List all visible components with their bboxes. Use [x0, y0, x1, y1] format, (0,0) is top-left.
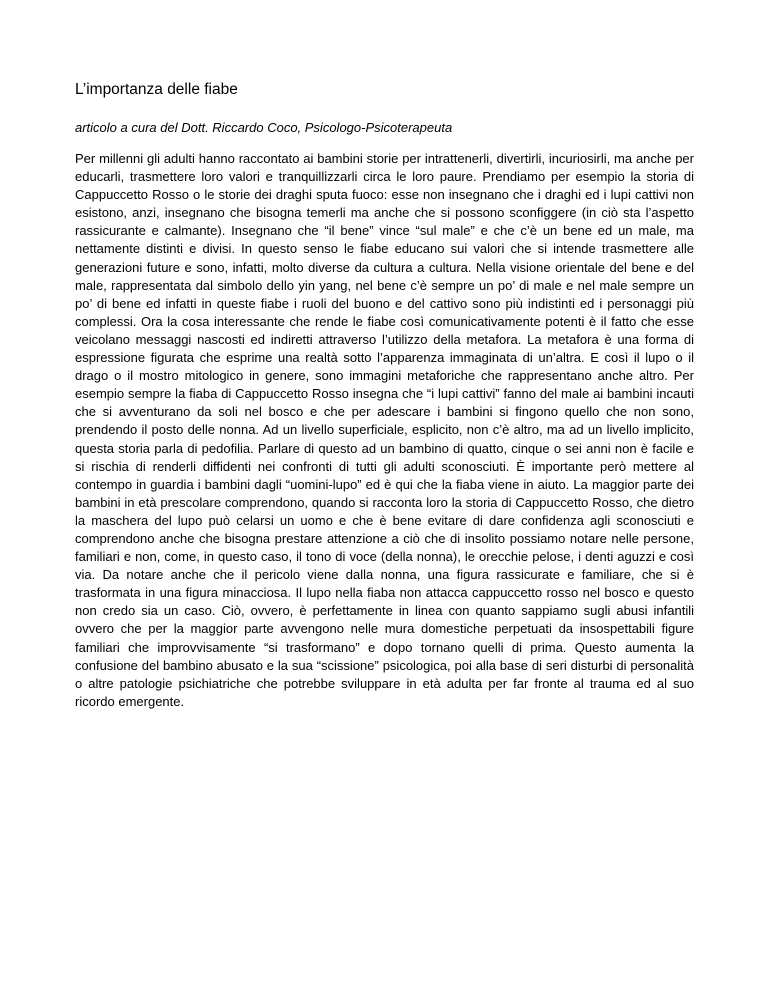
document-title: L’importanza delle fiabe [75, 81, 238, 98]
document-page [75, 78, 694, 711]
document-body-paragraph: Per millenni gli adulti hanno raccontato ai bambini storie per intrattenerli, divertirli, incuriosirli, ma anche per educarli, trasmettere loro valori e tranquillizzarli circa le loro paure. Prendiamo per esempio la storia di Cappuccetto Rosso o le storie dei draghi sputa fuoco: esse non insegnano che i draghi ed i lupi cattivi non esistono, anzi, insegnano che bisogna temerli ma anche che si possono sconfiggere (in ciò sta l’aspetto rassicurante e calmante). Insegnano che “il bene” vince “sul male” e che c’è un bene ed un male, ma nettamente distinti e divisi. In questo senso le fiabe educano sui valori che si intende trasmettere alle generazioni future e sono, infatti, molto diverse da cultura a cultura. Nella visione orientale del bene e del male, rappresentata dal simbolo dello yin yang, nel bene c’è sempre un po’ di male e nel male sempre un po’ di bene ed infatti in queste fiabe i ruoli del buono e del cattivo sono più indistinti ed i personaggi più complessi. Ora la cosa interessante che rende le fiabe così comunicativamente potenti è il fatto che esse veicolano messaggi nascosti ed indiretti attraverso l’utilizzo della metafora. La metafora è una forma di espressione figurata che esprime una realtà sotto l’apparenza immaginata di un’altra. E così il lupo o il drago o il mostro mitologico in genere, sono immagini metaforiche che rappresentano anche altro. Per esempio sempre la fiaba di Cappuccetto Rosso insegna che “i lupi cattivi” fanno del male ai bambini incauti che si avventurano da soli nel bosco e che per adescare i bambini si fingono quello che non sono, prendendo il posto delle nonna. Ad un livello superficiale, esplicito, non c’è altro, ma ad un livello implicito, questa storia parla di pedofilia. Parlare di questo ad un bambino di quatto, cinque o sei anni non è facile e si rischia di renderli diffidenti nei confronti di tutti gli adulti sconosciuti. È importante però mettere al contempo in guardia i bambini dagli “uomini-lupo” ed è qui che la fiaba viene in aiuto. La maggior parte dei bambini in età prescolare comprendono, quando si racconta loro la storia di Cappuccetto Rosso, che dietro la maschera del lupo può celarsi un uomo e che è bene evitare di dare confidenza agli sconosciuti e comprendono anche che bisogna prestare attenzione a ciò che di insolito possiamo notare nelle persone, familiari e non, come, in questo caso, il tono di voce (della nonna), le orecchie pelose, i denti aguzzi e così via. Da notare anche che il pericolo viene dalla nonna, una figura rassicurate e familiare, che si è trasformata in una figura minacciosa. Il lupo nella fiaba non attacca cappuccetto rosso nel bosco e questo non credo sia un caso. Ciò, ovvero, è perfettamente in linea con quanto sappiamo sugli abusi infantili ovvero che per la maggior parte avvengono nelle mura domestiche perpetuati da insospettabili figure familiari che improvvisamente “si trasformano” e dopo tornano quelli di prima. Questo aumenta la confusione del bambino abusato e la sua “scissione” psicologica, poi alla base di seri disturbi di personalità o altre patologie psichiatriche che potrebbe sviluppare in età adulta per far fronte al trauma ed al suo ricordo emergente. [75, 151, 694, 709]
document-byline: articolo a cura del Dott. Riccardo Coco, Psicologo-Psicoterapeuta [75, 120, 453, 135]
